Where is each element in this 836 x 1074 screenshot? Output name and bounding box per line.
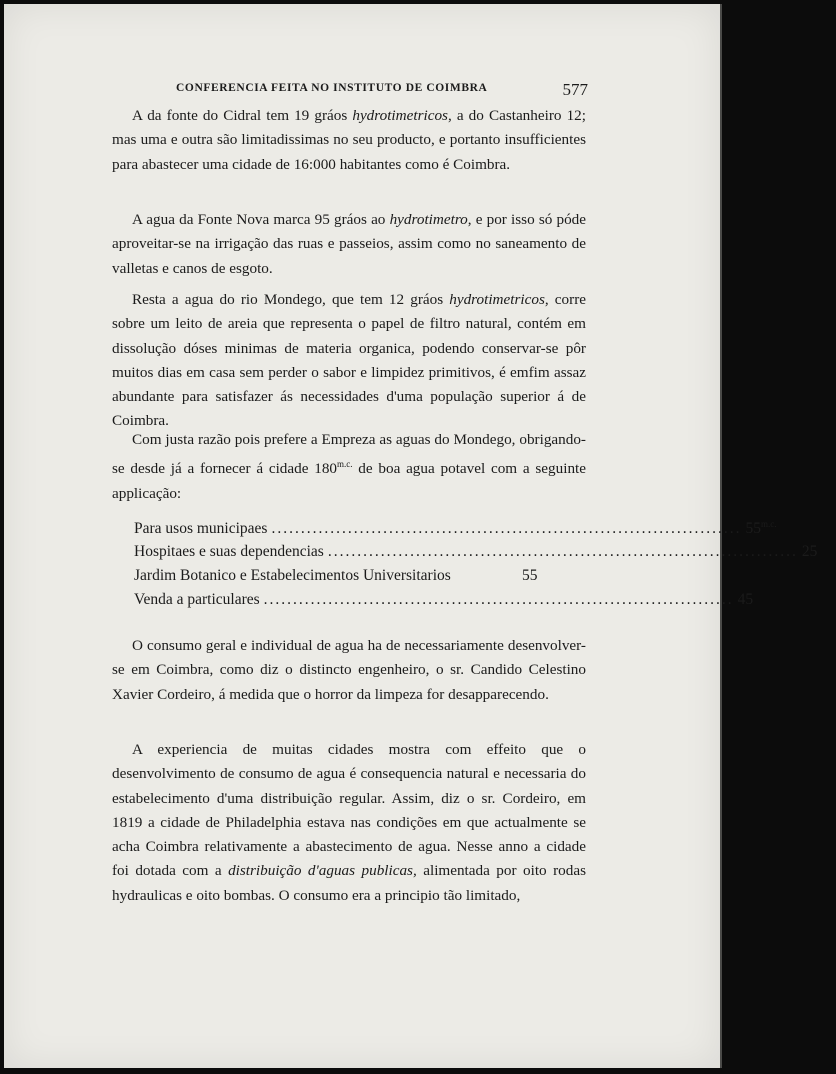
running-title: CONFERENCIA FEITA NO INSTITUTO DE COIMBRA <box>176 82 488 94</box>
paragraph-text-end: alimentada por oito rodas hydraulicas e oito bombas. O consumo era a principio tão limitado, <box>112 862 586 904</box>
table-row <box>134 567 556 591</box>
table-row <box>134 519 777 543</box>
page-number: 577 <box>562 80 588 99</box>
paragraph-text-start: Com justa razão pois prefere a Empreza as aguas do Mondego, obrigando-se desde já a fornecer á cidade 180 <box>112 431 586 478</box>
row-value: $55^{m.c.}$ <box>745 519 777 538</box>
paragraph-empreza <box>112 428 586 506</box>
table-row <box>134 591 754 615</box>
book-page <box>4 4 818 1068</box>
leader-dots: ................................................................................ <box>263 591 734 608</box>
unit-superscript: m.c. <box>760 519 777 529</box>
row-value: 55 <box>522 567 538 584</box>
paragraph-fonte-nova <box>112 208 586 281</box>
paragraph-text: Resta a agua do rio Mondego, que tem 12 gráos hydrotimetricos, corre sobre um leito de areia que representa o papel de filtro natural, contém em dissolução dóses minimas de materia organica, podendo conservar-se pôr muitos dias em casa sem perder o sabor e limpidez primitivos, é emfim assaz abundante para satisfazer ás necessidades d'uma população superior á de Coimbra. <box>112 291 586 430</box>
row-value: 45 <box>737 591 754 608</box>
paragraph-text <box>112 738 586 908</box>
paragraph-text-end: de boa agua potavel com a seguinte applicação: <box>112 460 586 502</box>
paragraph-text: A agua da Fonte Nova marca 95 gráos ao hydrotimetro, e por isso só póde aproveitar-se na irrigação das ruas e passeios, assim como no saneamento de valletas e canos de esgoto. <box>112 211 587 277</box>
row-label: Jardim Botanico e Estabelecimentos Universitarios <box>134 567 451 584</box>
paragraph-text <box>112 428 586 506</box>
table-row <box>134 543 818 567</box>
paragraph-cidral <box>112 104 586 177</box>
paragraph-text: A da fonte do Cidral tem 19 gráos hydrotimetricos, a do Castanheiro 12; mas uma e outra são limitadissimas no seu producto, e portanto insufficientes para abastecer uma cidade de 16:000 habitantes como é Coimbra. <box>112 107 586 173</box>
paragraph-consumo <box>112 634 586 707</box>
paragraph-text: O consumo geral e individual de agua ha de necessariamente desenvolver-se em Coimbra, como diz o distincto engenheiro, o sr. Candido Celestino Xavier Cordeiro, á medida que o horror da limpeza for desapparecendo. <box>112 637 586 703</box>
page-header <box>176 80 588 104</box>
leader-dots: ................................................................................ <box>327 543 798 560</box>
unit-superscript: m.c. <box>337 459 353 470</box>
row-value: 25 <box>801 543 818 560</box>
leader-dots: ................................................................................ <box>271 520 742 538</box>
row-label: Hospitaes e suas dependencias <box>134 543 324 560</box>
row-label: Venda a particulares <box>134 591 260 608</box>
row-label: Para usos municipaes <box>134 520 268 538</box>
italic-phrase: distribuição d'aguas publicas, <box>228 862 417 880</box>
paragraph-text-start: A experiencia de muitas cidades mostra com effeito que o desenvolvimento de consumo de agua é consequencia natural e necessaria do estabelecimento d'uma distribuição regular. Assim, diz o sr. Cordeiro, em 1819 a cidade de Philadelphia estava nas condições em que actualmente se acha Coimbra relativamente a abastecimento de agua. Nesse anno a cidade foi dotada com a <box>112 741 586 880</box>
paragraph-experiencia <box>112 738 586 908</box>
paragraph-mondego <box>112 288 586 434</box>
water-allocation-table <box>134 519 818 615</box>
